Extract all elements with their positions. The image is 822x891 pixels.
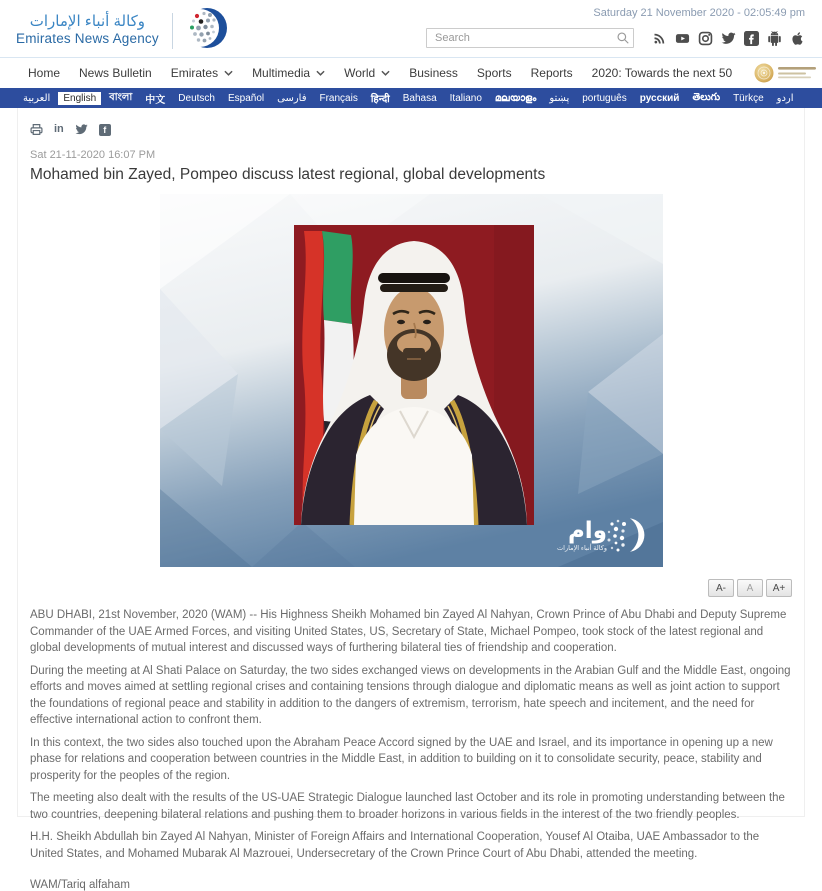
lang-portuguese[interactable]: português bbox=[582, 92, 627, 104]
watermark-title: وام bbox=[567, 517, 607, 543]
print-icon[interactable] bbox=[30, 123, 43, 136]
font-decrease-button[interactable]: A- bbox=[708, 579, 734, 597]
rss-icon[interactable] bbox=[651, 30, 667, 46]
twitter-icon[interactable] bbox=[720, 30, 736, 46]
header-search-row bbox=[426, 28, 805, 48]
chevron-down-icon bbox=[316, 70, 325, 76]
nav-item-home[interactable]: Home bbox=[28, 66, 61, 80]
nav-item-2020-next-50[interactable]: 2020: Towards the next 50 bbox=[591, 66, 733, 80]
font-increase-button[interactable]: A+ bbox=[766, 579, 792, 597]
logo-divider bbox=[172, 13, 173, 49]
twitter-share-icon[interactable] bbox=[75, 123, 88, 136]
article-image bbox=[160, 194, 663, 567]
apple-icon[interactable] bbox=[789, 30, 805, 46]
nav-item-business[interactable]: Business bbox=[409, 66, 458, 80]
logo-english: Emirates News Agency bbox=[16, 31, 159, 47]
article-date: Sat 21-11-2020 16:07 PM bbox=[30, 149, 156, 161]
chevron-down-icon bbox=[224, 70, 233, 76]
lang-bahasa[interactable]: Bahasa bbox=[402, 92, 437, 104]
lang-chinese[interactable]: 中文 bbox=[145, 94, 166, 106]
facebook-icon[interactable] bbox=[743, 30, 759, 46]
wam-logo[interactable] bbox=[16, 6, 228, 55]
expo-2020-logo[interactable] bbox=[753, 62, 822, 84]
logo-arabic: وكالة أنباء الإمارات bbox=[29, 12, 146, 30]
main-nav bbox=[0, 58, 822, 88]
watermark-subtitle: وكالة أنباء الإمارات bbox=[556, 545, 607, 552]
portrait-frame bbox=[294, 225, 534, 525]
lang-arabic[interactable]: العربية bbox=[23, 92, 51, 104]
facebook-share-icon[interactable]: f bbox=[99, 124, 111, 136]
nav-item-multimedia[interactable]: Multimedia bbox=[252, 66, 325, 80]
lang-hindi[interactable]: हिन्दी bbox=[370, 94, 390, 105]
nav-item-world[interactable]: World bbox=[344, 66, 390, 80]
nav-item-news-bulletin[interactable]: News Bulletin bbox=[79, 66, 152, 80]
article-paragraph: In this context, the two sides also touched upon the Abraham Peace Accord signed by the UAE and Israel, and its importance in opening up a new phase for relations and cooperation between countries in the Middle East, in addition to building on it to consolidate security, peace, stability and prosperity for the peoples of the region. bbox=[30, 736, 773, 782]
header bbox=[0, 0, 822, 58]
linkedin-icon[interactable]: in bbox=[54, 123, 64, 135]
article-container bbox=[17, 108, 805, 891]
instagram-icon[interactable] bbox=[697, 30, 713, 46]
chevron-down-icon bbox=[381, 70, 390, 76]
android-icon[interactable] bbox=[766, 30, 782, 46]
lang-malayalam[interactable]: മലയാളം bbox=[494, 92, 537, 104]
language-bar bbox=[0, 88, 822, 108]
lang-italian[interactable]: Italiano bbox=[449, 92, 482, 104]
nav-item-reports[interactable]: Reports bbox=[530, 66, 573, 80]
lang-pashto[interactable]: پښتو bbox=[549, 92, 570, 104]
lang-russian[interactable]: русский bbox=[639, 92, 680, 104]
nav-item-sports[interactable]: Sports bbox=[476, 66, 512, 80]
header-datetime: Saturday 21 November 2020 - 02:05:49 pm bbox=[593, 7, 805, 19]
search-input[interactable] bbox=[426, 28, 634, 48]
lang-german[interactable]: Deutsch bbox=[178, 92, 215, 104]
share-row bbox=[30, 123, 792, 136]
article-paragraph: ABU DHABI, 21st November, 2020 (WAM) -- His Highness Sheikh Mohamed bin Zayed Al Nahyan, Crown Prince of Abu Dhabi and Deputy Supreme Commander of the UAE Armed Forces, and visiting United States, US, Secretary of State, Michael Pompeo, took stock of the latest regional and global developments of mutual interest and discussed ways of furthering bilateral ties of friendship and cooperation. bbox=[30, 609, 787, 654]
article-title: Mohamed bin Zayed, Pompeo discuss latest regional, global developments bbox=[30, 166, 546, 183]
article-byline: WAM/Tariq alfaham bbox=[30, 879, 130, 891]
font-size-controls bbox=[30, 579, 792, 597]
lang-turkish[interactable]: Türkçe bbox=[733, 92, 764, 104]
wam-logo-text bbox=[16, 13, 159, 49]
lang-french[interactable]: Français bbox=[319, 92, 358, 104]
article-paragraph: The meeting also dealt with the results of the US-UAE Strategic Dialogue launched last October and its role in promoting understanding between the two countries, deepening bilateral relations and pushing them to broader horizons in various fields in the interest of the two friendly peoples. bbox=[30, 792, 785, 821]
lang-spanish[interactable]: Español bbox=[227, 92, 265, 104]
lang-urdu[interactable]: اردو bbox=[776, 92, 794, 104]
lang-bangla[interactable]: বাংলা bbox=[109, 91, 133, 103]
nav-item-emirates[interactable]: Emirates bbox=[171, 66, 233, 80]
lang-farsi[interactable]: فارسی bbox=[277, 92, 307, 104]
youtube-icon[interactable] bbox=[674, 30, 690, 46]
lang-english[interactable]: English bbox=[58, 92, 101, 105]
wam-globe-icon bbox=[184, 6, 228, 55]
article-paragraph: During the meeting at Al Shati Palace on Saturday, the two sides exchanged views on developments in the Arabian Gulf and the Middle East, ongoing efforts and moves aimed at settling regional crises and containing tensions through dialogue and diplomatic means as well as joint action to support the foundations of regional peace and stability in addition to the dangers of extremism, terrorism, hate speech and incitement, and the need for effective international action to confront them. bbox=[30, 664, 791, 726]
lang-telugu[interactable]: తెలుగు bbox=[692, 92, 721, 103]
font-default-button[interactable]: A bbox=[737, 579, 763, 597]
search-icon[interactable] bbox=[616, 31, 630, 45]
search-box bbox=[426, 28, 634, 48]
article-paragraph: H.H. Sheikh Abdullah bin Zayed Al Nahyan, Minister of Foreign Affairs and International Cooperation, Yousef Al Otaiba, UAE Ambassador to the United States, and Mohamed Mubarak Al Mazrouei, Undersecretary of the Crown Prince Court of Abu Dhabi, attended the meeting. bbox=[30, 831, 760, 860]
